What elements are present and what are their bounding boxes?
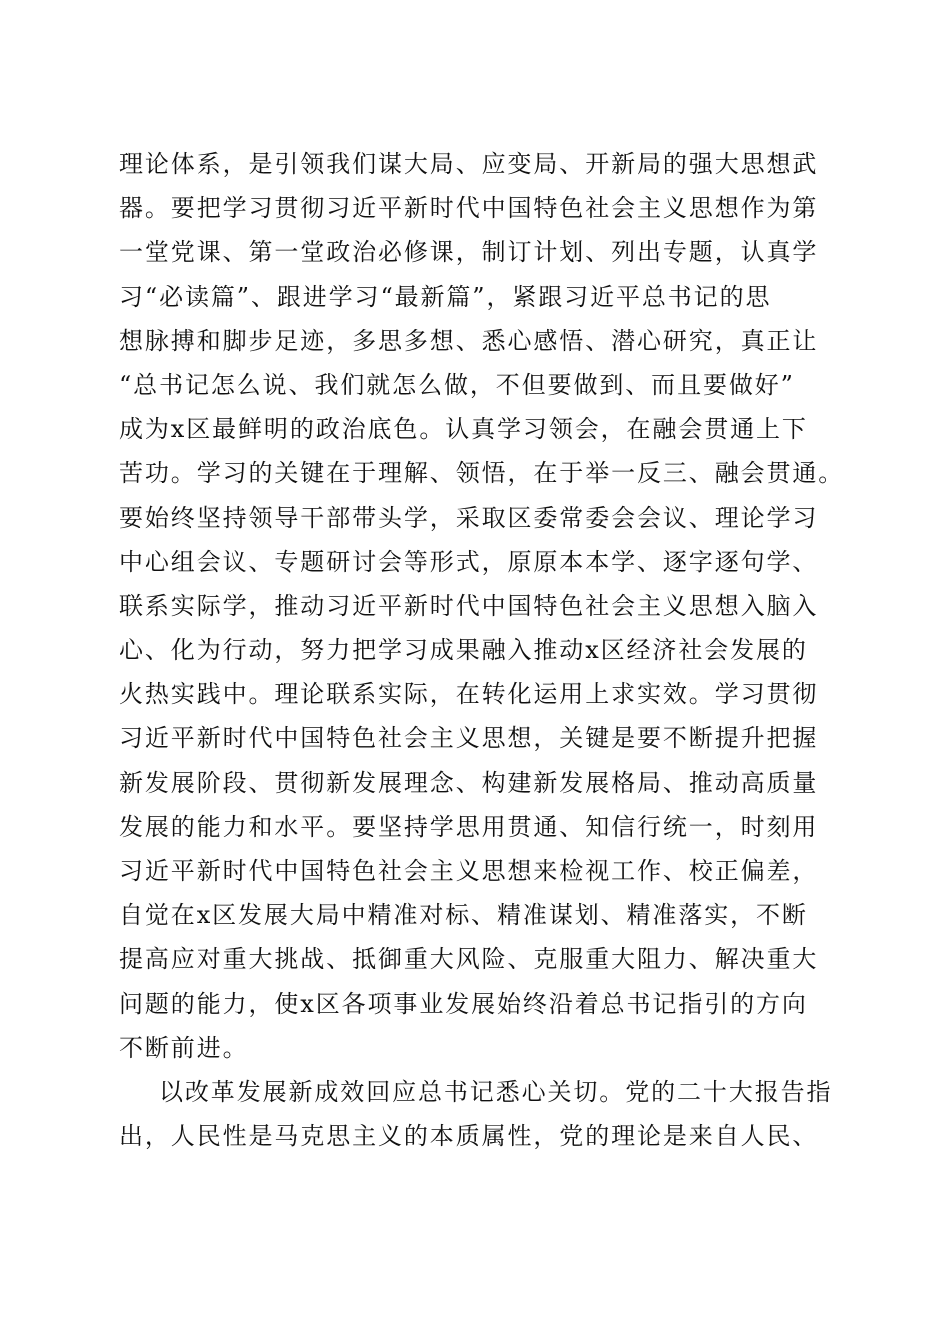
text-line: 器。要把学习贯彻习近平新时代中国特色社会主义思想作为第 [119, 194, 819, 223]
text-line: 出，人民性是马克思主义的本质属性，党的理论是来自人民、 [119, 1122, 819, 1151]
text-line: 成为x区最鲜明的政治底色。认真学习领会，在融会贯通上下 [119, 415, 808, 444]
paragraph-first-line: 以改革发展新成效回应总书记悉心关切。党的二十大报告指 [159, 1077, 833, 1106]
text-line: 联系实际学，推动习近平新时代中国特色社会主义思想入脑入 [119, 591, 819, 620]
text-line: 自觉在x区发展大局中精准对标、精准谋划、精准落实，不断 [119, 901, 808, 930]
text-line: 问题的能力，使x区各项事业发展始终沿着总书记指引的方向 [119, 989, 808, 1018]
text-line: 想脉搏和脚步足迹，多思多想、悉心感悟、潜心研究，真正让 [119, 326, 819, 355]
text-line: 提高应对重大挑战、抵御重大风险、克服重大阻力、解决重大 [119, 945, 819, 974]
text-line: 习近平新时代中国特色社会主义思想来检视工作、校正偏差， [119, 857, 819, 885]
text-line: 习“必读篇”、跟进学习“最新篇”，紧跟习近平总书记的思 [119, 282, 772, 311]
text-line: 理论体系，是引领我们谋大局、应变局、开新局的强大思想武 [119, 150, 819, 178]
text-line: 一堂党课、第一堂政治必修课，制订计划、列出专题，认真学 [119, 238, 819, 267]
text-line: 新发展阶段、贯彻新发展理念、构建新发展格局、推动高质量 [119, 768, 819, 797]
body-text [119, 142, 845, 1158]
text-line: “总书记怎么说、我们就怎么做，不但要做到、而且要做好” [119, 370, 795, 399]
text-line: 要始终坚持领导干部带头学，采取区委常委会会议、理论学习 [119, 503, 819, 532]
text-line: 苦功。学习的关键在于理解、领悟，在于举一反三、融会贯通。 [119, 459, 845, 488]
text-line: 火热实践中。理论联系实际，在转化运用上求实效。学习贯彻 [119, 680, 819, 709]
text-line: 不断前进。 [119, 1033, 249, 1062]
text-line: 发展的能力和水平。要坚持学思用贯通、知信行统一，时刻用 [119, 812, 819, 841]
text-line: 习近平新时代中国特色社会主义思想，关键是要不断提升把握 [119, 724, 819, 753]
text-line: 中心组会议、专题研讨会等形式，原原本本学、逐字逐句学、 [119, 547, 819, 576]
text-line: 心、化为行动，努力把学习成果融入推动x区经济社会发展的 [119, 636, 808, 665]
